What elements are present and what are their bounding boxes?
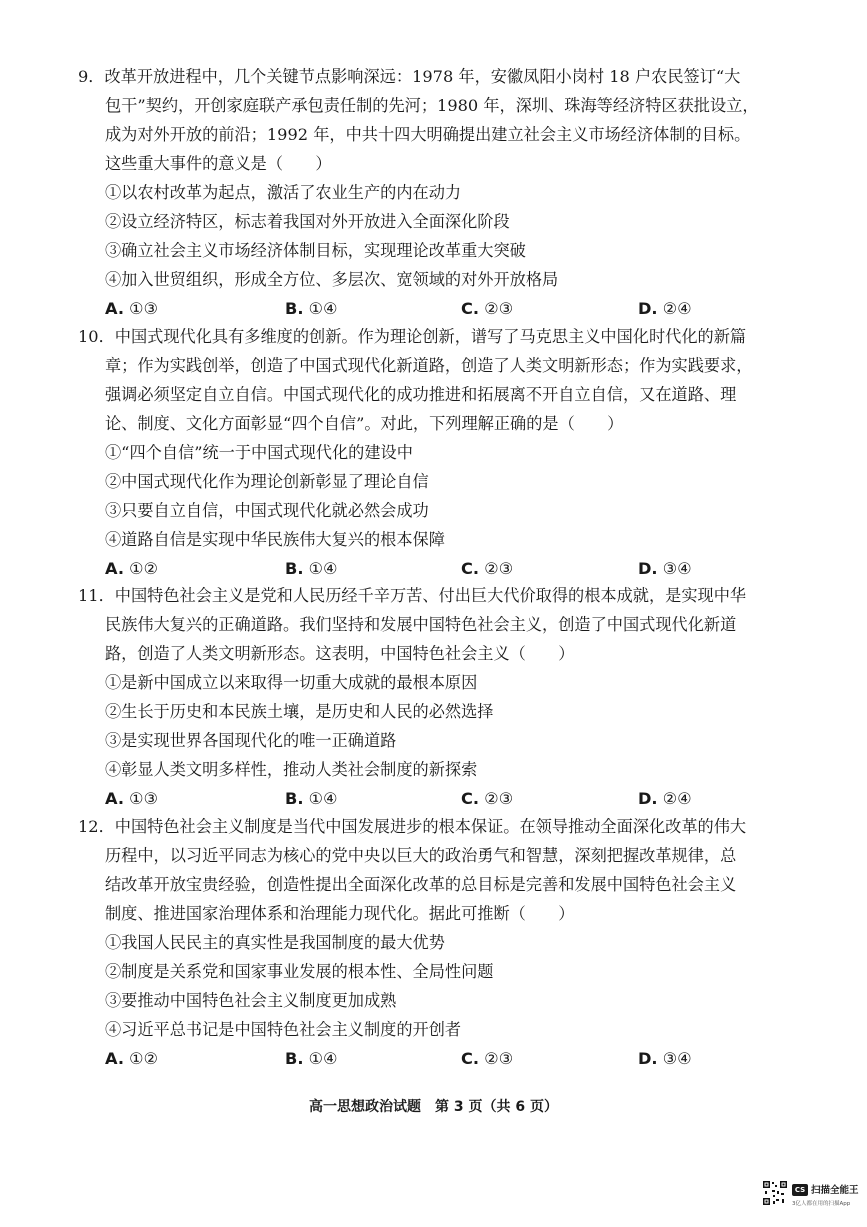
qr-code-icon	[762, 1180, 788, 1206]
statement-item: ③只要自立自信，中国式现代化就必然会成功	[105, 501, 429, 520]
option-letter: C.	[461, 299, 480, 318]
option-letter: C.	[461, 559, 480, 578]
option-text: ②③	[484, 789, 514, 808]
answer-options	[78, 294, 778, 323]
option-letter: C.	[461, 789, 480, 808]
option-text: ①④	[308, 1049, 338, 1068]
page-footer: 高一思想政治试题 第 3 页（共 6 页）	[309, 1099, 558, 1115]
option-text: ①③	[129, 299, 159, 318]
statement-item: ③要推动中国特色社会主义制度更加成熟	[105, 991, 397, 1010]
option-letter: A.	[105, 1049, 124, 1068]
answer-option[interactable]	[285, 294, 338, 323]
option-letter: B.	[285, 789, 304, 808]
answer-option[interactable]	[638, 1044, 692, 1073]
statement-item: ④彰显人类文明多样性，推动人类社会制度的新探索	[105, 760, 478, 779]
statement-item: ②制度是关系党和国家事业发展的根本性、全局性问题	[105, 962, 494, 981]
question-stem-line: 12．中国特色社会主义制度是当代中国发展进步的根本保证。在领导推动全面深化改革的伟大	[78, 817, 747, 836]
option-letter: D.	[638, 299, 658, 318]
statement-item: ①“四个自信”统一于中国式现代化的建设中	[105, 443, 413, 462]
question-stem-line: 路，创造了人类文明新形态。这表明，中国特色社会主义（ ）	[105, 644, 575, 663]
option-letter: C.	[461, 1049, 480, 1068]
answer-option[interactable]	[285, 784, 338, 813]
statement-item: ④加入世贸组织，形成全方位、多层次、宽领域的对外开放格局	[105, 270, 559, 289]
answer-option[interactable]	[105, 294, 158, 323]
answer-option[interactable]	[285, 554, 338, 583]
option-text: ①③	[129, 789, 159, 808]
answer-option[interactable]	[461, 1044, 513, 1073]
question-1	[78, 62, 778, 323]
question-stem-line: 结改革开放宝贵经验，创造性提出全面深化改革的总目标是完善和发展中国特色社会主义	[105, 875, 737, 894]
answer-option[interactable]	[105, 554, 158, 583]
scanner-brand: 扫描全能王	[811, 1185, 859, 1196]
answer-option[interactable]	[105, 1044, 158, 1073]
answer-option[interactable]	[461, 294, 513, 323]
question-stem-line: 10．中国式现代化具有多维度的创新。作为理论创新，谱写了马克思主义中国化时代化的新篇	[78, 327, 747, 346]
question-stem-line: 章；作为实践创举，创造了中国式现代化新道路，创造了人类文明新形态；作为实践要求，	[105, 356, 753, 375]
scanner-tagline: 3亿人都在用的扫描App	[792, 1201, 851, 1207]
statement-item: ②生长于历史和本民族土壤，是历史和人民的必然选择	[105, 702, 494, 721]
question-stem-line: 9．改革开放进程中，几个关键节点影响深远：1978 年，安徽凤阳小岗村 18 户农民签订“大	[78, 67, 741, 86]
option-letter: B.	[285, 559, 304, 578]
option-text: ②③	[484, 559, 514, 578]
answer-option[interactable]	[461, 784, 513, 813]
question-stem-line: 成为对外开放的前沿；1992 年，中共十四大明确提出建立社会主义市场经济体制的目标。	[105, 125, 751, 144]
question-stem-line: 这些重大事件的意义是（ ）	[105, 154, 332, 173]
question-3	[78, 581, 778, 813]
option-letter: A.	[105, 789, 124, 808]
option-text: ③④	[662, 559, 692, 578]
question-stem-line: 历程中，以习近平同志为核心的党中央以巨大的政治勇气和智慧，深刻把握改革规律，总	[105, 846, 737, 865]
option-text: ②③	[484, 1049, 514, 1068]
question-stem-line: 制度、推进国家治理体系和治理能力现代化。据此可推断（ ）	[105, 904, 575, 923]
option-text: ①④	[308, 789, 338, 808]
question-4	[78, 812, 778, 1073]
option-letter: A.	[105, 299, 124, 318]
statement-item: ②中国式现代化作为理论创新彰显了理论自信	[105, 472, 429, 491]
option-text: ②④	[662, 789, 692, 808]
option-text: ①④	[308, 299, 338, 318]
answer-option[interactable]	[638, 554, 692, 583]
option-text: ①②	[129, 1049, 159, 1068]
question-2	[78, 322, 778, 583]
scanner-logo: CS	[792, 1184, 808, 1196]
statement-item: ①是新中国成立以来取得一切重大成就的最根本原因	[105, 673, 478, 692]
answer-options	[78, 784, 778, 813]
question-stem-line: 11．中国特色社会主义是党和人民历经千辛万苦、付出巨大代价取得的根本成就，是实现中华	[78, 586, 747, 605]
statement-item: ①以农村改革为起点，激活了农业生产的内在动力	[105, 183, 462, 202]
option-text: ①④	[308, 559, 338, 578]
question-stem-line: 论、制度、文化方面彰显“四个自信”。对此，下列理解正确的是（ ）	[105, 414, 624, 433]
answer-option[interactable]	[461, 554, 513, 583]
scanner-watermark	[762, 1180, 857, 1212]
answer-option[interactable]	[638, 294, 692, 323]
statement-item: ④习近平总书记是中国特色社会主义制度的开创者	[105, 1020, 462, 1039]
option-letter: D.	[638, 1049, 658, 1068]
option-text: ②③	[484, 299, 514, 318]
option-letter: B.	[285, 1049, 304, 1068]
question-stem-line: 包干”契约，开创家庭联产承包责任制的先河；1980 年，深圳、珠海等经济特区获批设立，	[105, 96, 759, 115]
option-text: ②④	[662, 299, 692, 318]
answer-options	[78, 1044, 778, 1073]
option-text: ①②	[129, 559, 159, 578]
option-text: ③④	[662, 1049, 692, 1068]
option-letter: A.	[105, 559, 124, 578]
statement-item: ③确立社会主义市场经济体制目标，实现理论改革重大突破	[105, 241, 526, 260]
statement-item: ④道路自信是实现中华民族伟大复兴的根本保障	[105, 530, 445, 549]
answer-option[interactable]	[638, 784, 692, 813]
answer-option[interactable]	[105, 784, 158, 813]
answer-options	[78, 554, 778, 583]
statement-item: ①我国人民民主的真实性是我国制度的最大优势	[105, 933, 445, 952]
statement-item: ②设立经济特区，标志着我国对外开放进入全面深化阶段	[105, 212, 510, 231]
question-stem-line: 民族伟大复兴的正确道路。我们坚持和发展中国特色社会主义，创造了中国式现代化新道	[105, 615, 737, 634]
statement-item: ③是实现世界各国现代化的唯一正确道路	[105, 731, 397, 750]
question-stem-line: 强调必须坚定自立自信。中国式现代化的成功推进和拓展离不开自立自信，又在道路、理	[105, 385, 737, 404]
option-letter: D.	[638, 559, 658, 578]
option-letter: B.	[285, 299, 304, 318]
answer-option[interactable]	[285, 1044, 338, 1073]
option-letter: D.	[638, 789, 658, 808]
